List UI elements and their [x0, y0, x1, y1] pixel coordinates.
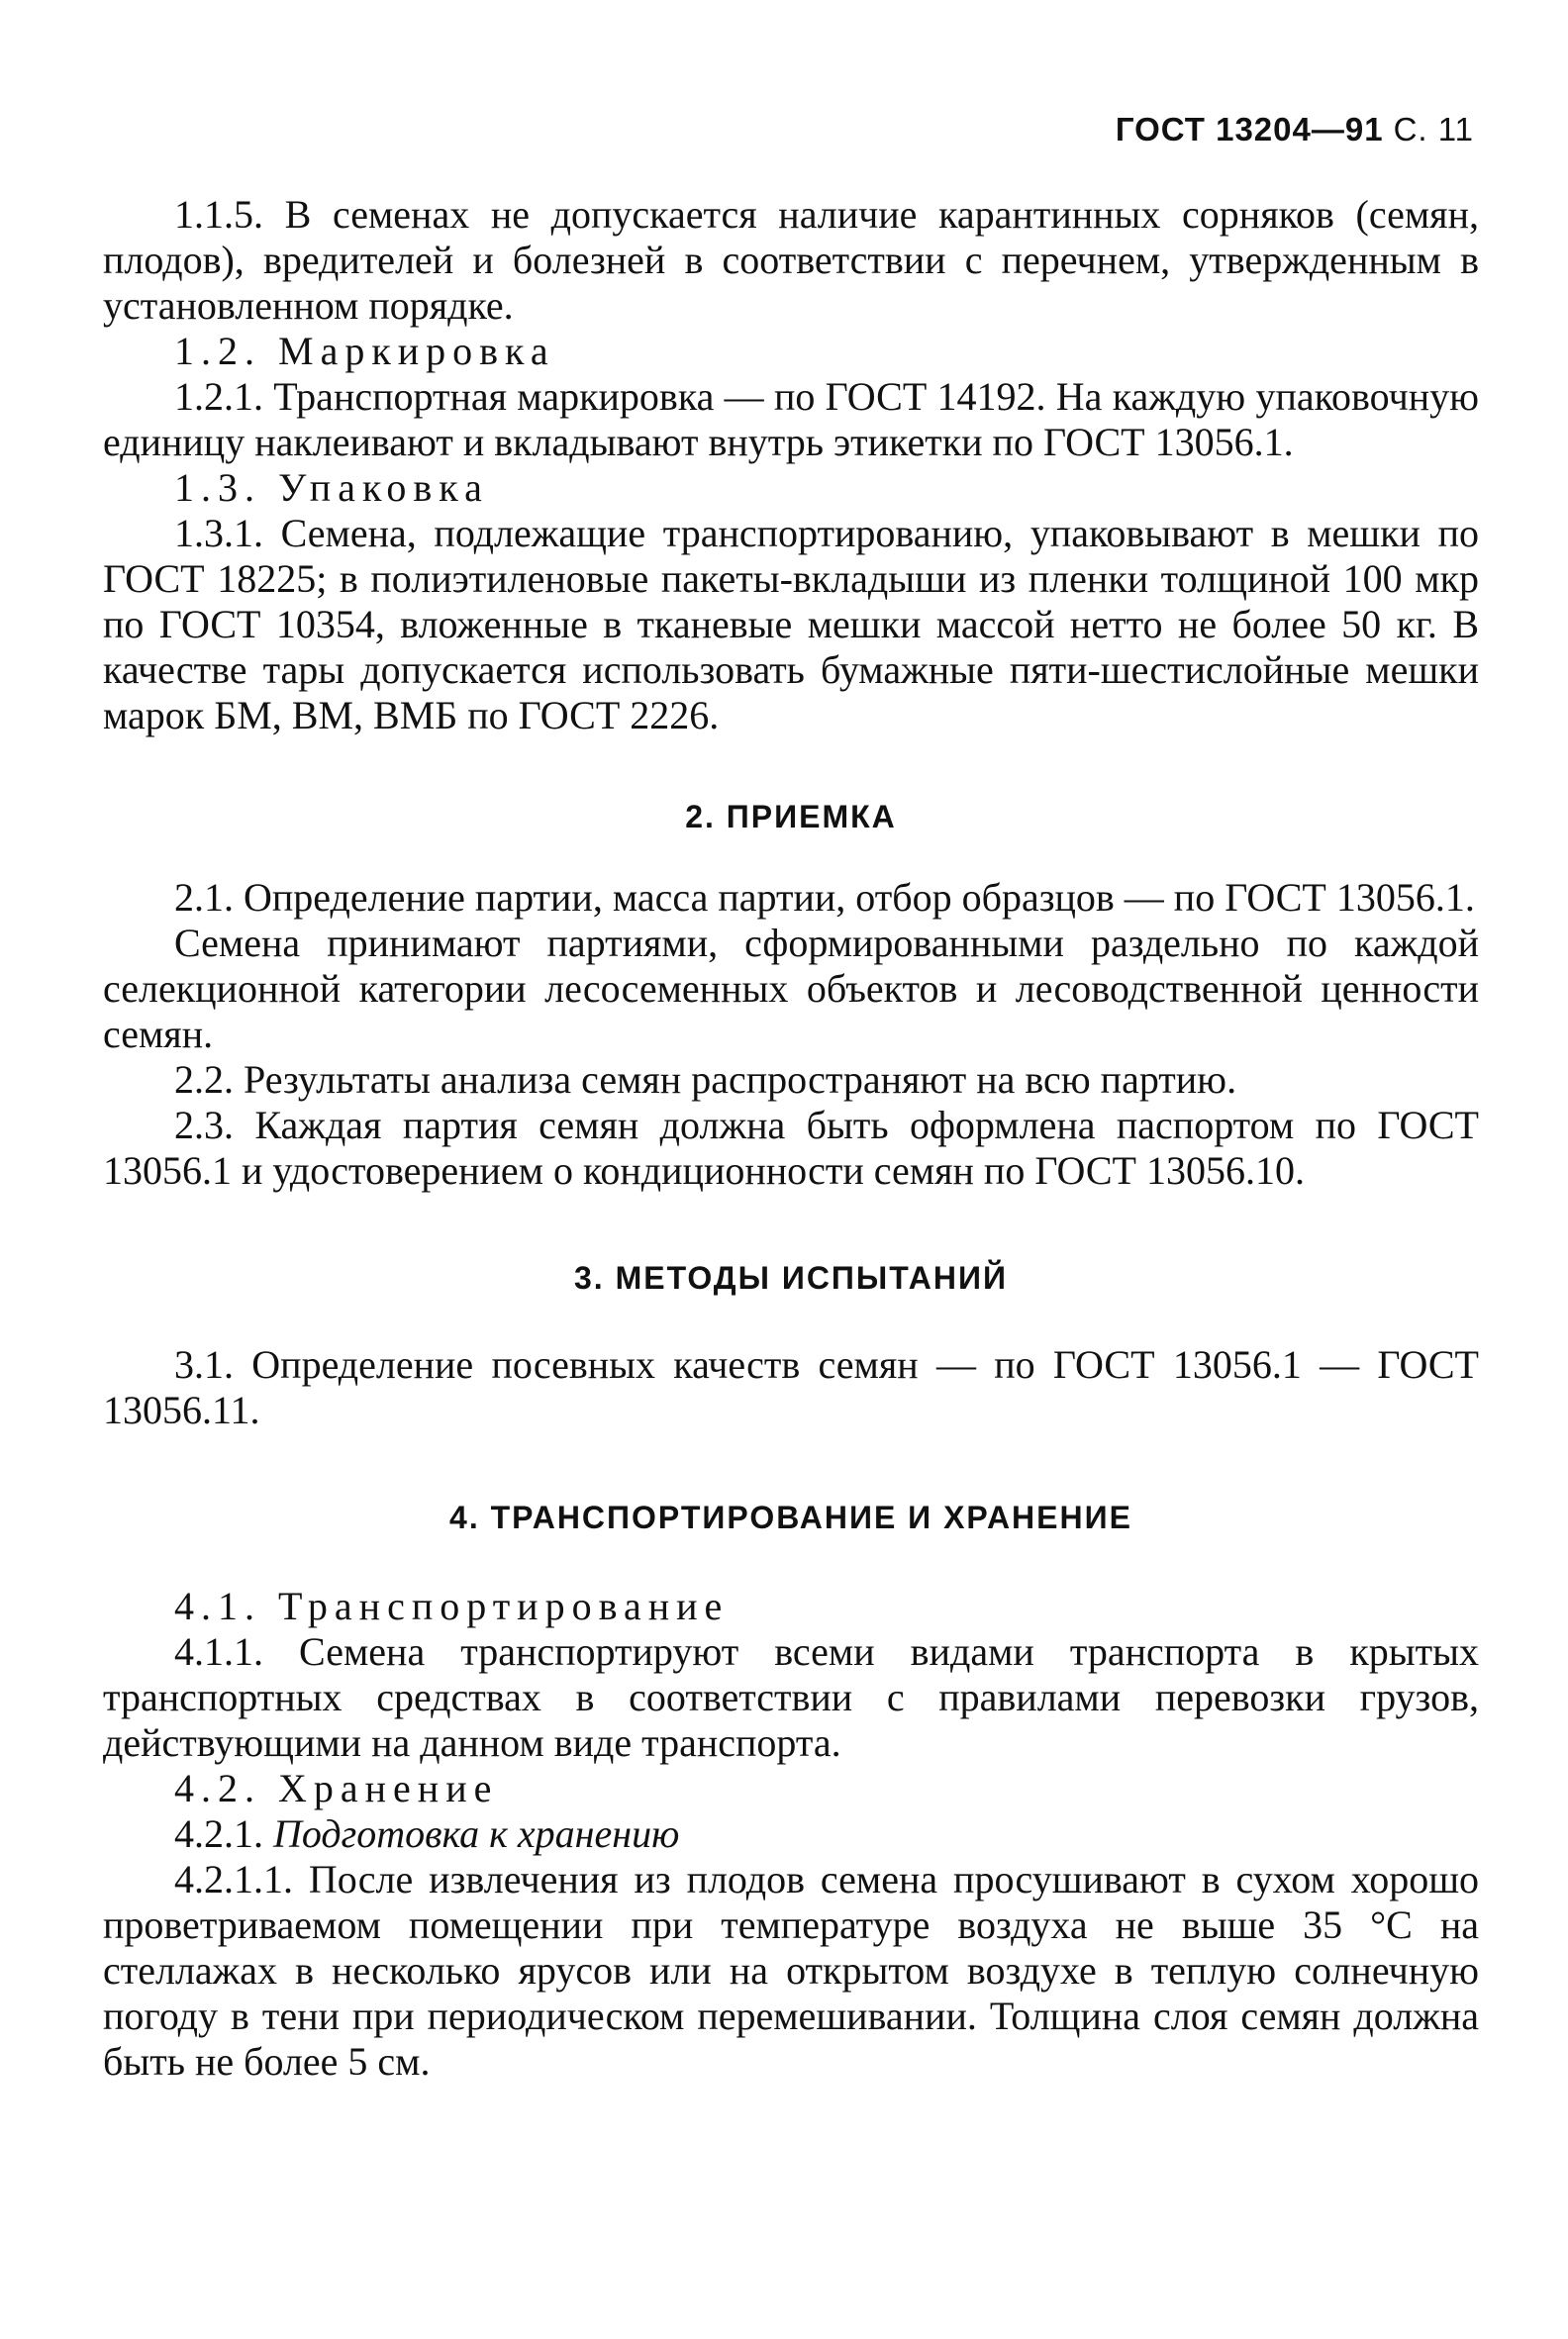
- subsection-heading-packaging: 1.3. Упаковка: [174, 465, 489, 510]
- subsection-heading-transportation: 4.1. Транспортирование: [174, 1584, 730, 1628]
- clause-3-1: 3.1. Определение посевных качеств семян — по ГОСТ 13056.1 — ГОСТ 13056.11.: [103, 1342, 1479, 1432]
- clause-title-italic: Подготовка к хранению: [273, 1811, 680, 1856]
- page-header: [1116, 111, 1474, 148]
- clause-2-1: 2.1. Определение партии, масса партии, отбор образцов — по ГОСТ 13056.1.: [174, 875, 1475, 920]
- clause-1-2-1: 1.2.1. Транспортная маркировка — по ГОСТ 14192. На каждую упаковочную единицу наклеивают и вкладывают внутрь этикетки по ГОСТ 13056.1.: [103, 374, 1479, 464]
- standard-title: ГОСТ 13204—91: [1115, 111, 1384, 147]
- clause-4-2-1-1: 4.2.1.1. После извлечения из плодов семена просушивают в сухом хорошо проветриваемом помещении при температуре воздуха не выше 35 °С на стеллажах в несколько ярусов или на открытом воздухе в теплую солнечную погоду в тени при периодическом перемешивании. Толщина слоя семян должна быть не более 5 см.: [103, 1857, 1479, 2084]
- section-heading-transport-storage: 4. ТРАНСПОРТИРОВАНИЕ И ХРАНЕНИЕ: [449, 1500, 1132, 1535]
- subsection-heading-marking: 1.2. Маркировка: [174, 329, 555, 373]
- subsection-heading-storage: 4.2. Хранение: [174, 1766, 499, 1810]
- document-body: [103, 192, 1479, 2085]
- page-number: С. 11: [1393, 111, 1474, 147]
- section-heading-acceptance: 2. ПРИЕМКА: [685, 799, 897, 834]
- clause-1-1-5: 1.1.5. В семенах не допускается наличие карантинных сорняков (семян, плодов), вредителей и болезней в соответствии с перечнем, утвержденным в установленном порядке.: [103, 192, 1479, 328]
- clause-2-1-paragraph: Семена принимают партиями, сформированными раздельно по каждой селекционной категории лесосеменных объектов и лесоводственной ценности семян.: [103, 921, 1479, 1056]
- clause-4-2-1: [103, 1811, 1479, 1857]
- clause-2-3: 2.3. Каждая партия семян должна быть оформлена паспортом по ГОСТ 13056.1 и удостоверением о кондиционности семян по ГОСТ 13056.10.: [103, 1103, 1479, 1193]
- section-heading-test-methods: 3. МЕТОДЫ ИСПЫТАНИЙ: [574, 1260, 1008, 1296]
- clause-1-3-1: 1.3.1. Семена, подлежащие транспортированию, упаковывают в мешки по ГОСТ 18225; в полиэтиленовые пакеты-вкладыши из пленки толщиной 100 мкр по ГОСТ 10354, вложенные в тканевые мешки массой нетто не более 50 кг. В качестве тары допускается использовать бумажные пяти-шестислойные мешки марок БМ, ВМ, ВМБ по ГОСТ 2226.: [103, 511, 1479, 737]
- clause-number: 4.2.1.: [174, 1811, 263, 1856]
- clause-2-2: 2.2. Результаты анализа семян распространяют на всю партию.: [174, 1057, 1237, 1102]
- clause-4-1-1: 4.1.1. Семена транспортируют всеми видами транспорта в крытых транспортных средствах в соответствии с правилами перевозки грузов, действующими на данном виде транспорта.: [103, 1629, 1479, 1765]
